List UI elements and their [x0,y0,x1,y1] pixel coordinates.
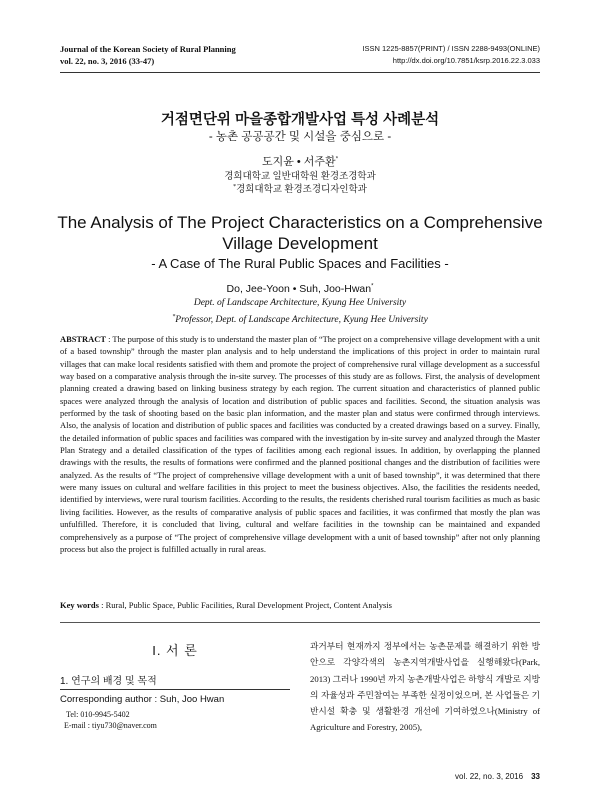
abstract [60,333,540,555]
section-title: I. 서 론 [152,643,198,658]
english-title-line-1: The Analysis of The Project Characteristics on a Comprehensive [57,213,543,232]
journal-volume: vol. 22, no. 3, 2016 (33-47) [60,56,155,66]
korean-title: 거점면단위 마을종합개발사업 특성 사례분석 [160,112,440,128]
page-footer [455,772,540,781]
english-title-line-2: Village Development [222,234,378,253]
english-affiliation-2 [0,314,600,325]
author-phone: Tel: 010-9945-5402 [66,710,130,719]
footnote-divider [60,689,290,690]
korean-authors-mark: * [335,156,339,163]
author-email: E-mail : tiyu730@naver.com [64,721,157,730]
korean-affiliation-2-text: 경희대학교 환경조경디자인학과 [236,185,367,195]
english-affiliation-2-mark: * [172,314,176,320]
corresponding-author: Corresponding author : Suh, Joo Hwan [60,694,225,705]
abstract-text: : The purpose of this study is to understand the master plan of “The project on a comprehensive village development with a unit of a based township” through the master plan analysis and to help understand the implications of this project in order to maintain rural villages that can make local residents satisfied with them and promote the project of comprehensive rural village development as a successful way based on a comparative analysis through the in-site survey. The processes of this study are as follows. First, the analysis of development planning created a drawing based on linking business strategy by each region. The current situation and characteristics of planned public spaces were analyzed through the analysis of location and distribution of public spaces and facilities. Second, the situation analysis was performed by the task of shooting based on the basic plan information, and the master plan and status were confirmed through interviews. Also, the analysis of location and distribution of public spaces and facilities was conducted by a created drawings based on a survey. Finally, the detailed information of public spaces and facilities was compared with the investigation by in-site survey and analyzed through the Master Plan Strategy and a detailed classification of the types of facilities among each regional issues. In addition, by overlapping the planned drawings with the results, the results of formations were confirmed and the planned positional changes and the distribution of facilities were analyzed. As the results of “The project of comprehensive village development with a unit of based township”, it was determined that there were many issues on cultural and welfare facilities in this project to meet the business objectives. Also, the facilities the residents needed, identified by interviews, were rural tourism facilities. According to the results, the residents cherished rural tourism facilities as much as basic living facilities. However, as the results of comparative analysis of public spaces and facilities, it was confirmed that mostly the plan was unfulfilled. Therefore, it is concluded that living, cultural and welfare facilities in the township can be maintained and expanded comprehensively as a purpose of “The project of comprehensive village development with a unit of based township” after not only planning process but also the project is fulfilled actually in rural areas. [60,334,540,554]
issn-block [362,43,540,67]
english-authors-mark: * [371,283,374,290]
english-authors [0,283,600,295]
english-title [0,212,600,254]
korean-authors-names: 도지윤 • 서주환 [261,156,336,168]
english-affiliation-2-text: Professor, Dept. of Landscape Architecture, Kyung Hee University [175,315,428,326]
korean-affiliation-2-mark: * [233,183,237,190]
korean-affiliation-2 [0,181,600,195]
keywords [60,600,540,610]
journal-header [60,43,236,67]
issn: ISSN 1225-8857(PRINT) / ISSN 2288-9493(ONLINE) [362,44,540,53]
keywords-divider [60,622,540,623]
keywords-label: Key words [60,600,99,610]
abstract-label: ABSTRACT [60,334,106,344]
korean-affiliation-1: 경희대학교 일반대학원 환경조경학과 [224,172,376,182]
english-subtitle: - A Case of The Rural Public Spaces and Facilities - [151,256,449,271]
subsection-title: 1. 연구의 배경 및 목적 [60,676,157,687]
english-authors-names: Do, Jee-Yoon • Suh, Joo-Hwan [226,283,372,295]
english-affiliation-1: Dept. of Landscape Architecture, Kyung Hee University [193,298,407,308]
doi-link[interactable]: http://dx.doi.org/10.7851/ksrp.2016.22.3.033 [392,56,540,65]
korean-subtitle: - 농촌 공공공간 및 시설을 중심으로 - [208,131,392,143]
body-text-right-column: 과거부터 현재까지 정부에서는 농촌문제를 해결하기 위한 방안으로 각양각색의 농촌지역개발사업을 실행해왔다(Park, 2013) 그러나 1990년 까지 농촌개발사업은 하향식 개발로 지방의 자율성과 주민참여는 부족한 실정이었으며, 본 사업들은 기반시설 확충 및 생활환경 개선에 기여하였으나(Ministry of Agriculture and Forestry, 2005), [310,641,540,733]
footer-volume: vol. 22, no. 3, 2016 [455,772,524,781]
journal-name: Journal of the Korean Society of Rural Planning [60,44,236,54]
korean-authors [0,153,600,169]
page-number: 33 [531,772,540,781]
keywords-text: : Rural, Public Space, Public Facilities, Rural Development Project, Content Analysis [101,600,392,610]
header-divider [60,72,540,73]
